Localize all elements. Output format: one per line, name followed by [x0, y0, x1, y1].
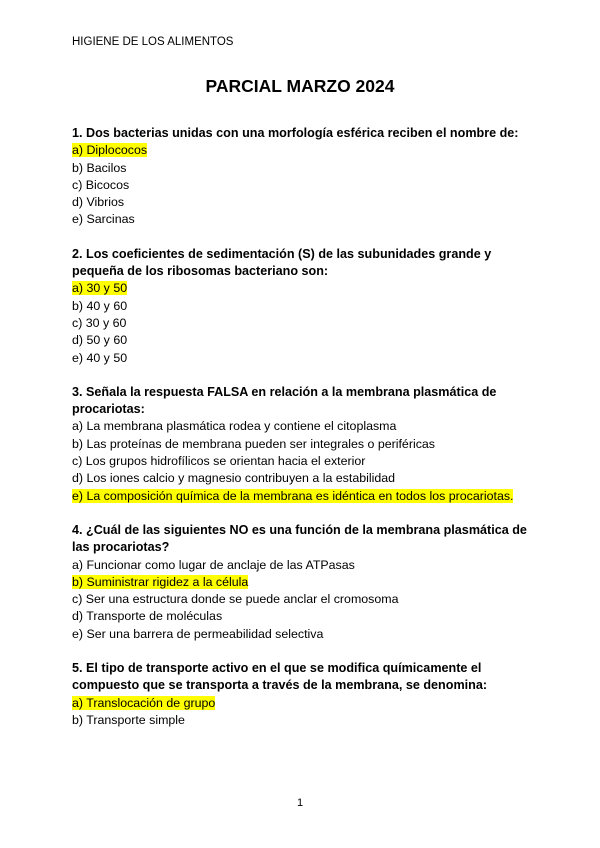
option-c: c) 30 y 60	[72, 315, 127, 330]
page-number: 1	[296, 797, 304, 809]
question-5	[72, 660, 532, 729]
option-a: a) Funcionar como lugar de anclaje de las ATPasas	[72, 557, 355, 572]
question-text: 1. Dos bacterias unidas con una morfología esférica reciben el nombre de:	[72, 126, 519, 140]
option-e: e) Sarcinas	[72, 212, 135, 227]
question-2	[72, 246, 532, 367]
option-a	[72, 142, 532, 159]
question-list	[72, 125, 532, 746]
question-text: 2. Los coeficientes de sedimentación (S) de las subunidades grande y pequeña de los ribosomas bacteriano son:	[72, 246, 492, 279]
highlighted-answer: e) La composición química de la membrana es idéntica en todos los procariotas.	[72, 488, 514, 503]
question-text: 3. Señala la respuesta FALSA en relación a la membrana plasmática de procariotas:	[72, 384, 497, 417]
option-d: d) Vibrios	[72, 195, 125, 210]
page-title: PARCIAL MARZO 2024	[205, 76, 395, 96]
option-b: b) 40 y 60	[72, 298, 128, 313]
option-c: c) Bicocos	[72, 177, 130, 192]
question-3	[72, 384, 532, 505]
option-c: c) Ser una estructura donde se puede anclar el cromosoma	[72, 592, 399, 607]
highlighted-answer: b) Suministrar rigidez a la célula	[72, 574, 249, 589]
option-e: e) 40 y 50	[72, 350, 128, 365]
question-text: 4. ¿Cuál de las siguientes NO es una función de la membrana plasmática de las procariotas?	[72, 522, 527, 555]
option-d: d) 50 y 60	[72, 333, 128, 348]
option-a	[72, 280, 532, 297]
page-header: HIGIENE DE LOS ALIMENTOS	[72, 36, 234, 48]
highlighted-answer: a) Diplococos	[72, 143, 148, 158]
highlighted-answer: a) 30 y 50	[72, 281, 128, 296]
option-b: b) Transporte simple	[72, 712, 185, 727]
option-d: d) Los iones calcio y magnesio contribuyen a la estabilidad	[72, 471, 396, 486]
option-a	[72, 695, 532, 712]
option-d: d) Transporte de moléculas	[72, 609, 223, 624]
question-4	[72, 522, 532, 643]
option-b: b) Bacilos	[72, 160, 127, 175]
option-e	[72, 488, 532, 505]
option-b: b) Las proteínas de membrana pueden ser integrales o periféricas	[72, 436, 435, 451]
highlighted-answer: a) Translocación de grupo	[72, 695, 216, 710]
option-c: c) Los grupos hidrofílicos se orientan hacia el exterior	[72, 454, 366, 469]
option-a: a) La membrana plasmática rodea y contiene el citoplasma	[72, 419, 397, 434]
option-b	[72, 574, 532, 591]
question-1	[72, 125, 532, 229]
question-text: 5. El tipo de transporte activo en el que se modifica químicamente el compuesto que se transporta a través de la membrana, se denomina:	[72, 661, 488, 693]
option-e: e) Ser una barrera de permeabilidad selectiva	[72, 626, 324, 641]
